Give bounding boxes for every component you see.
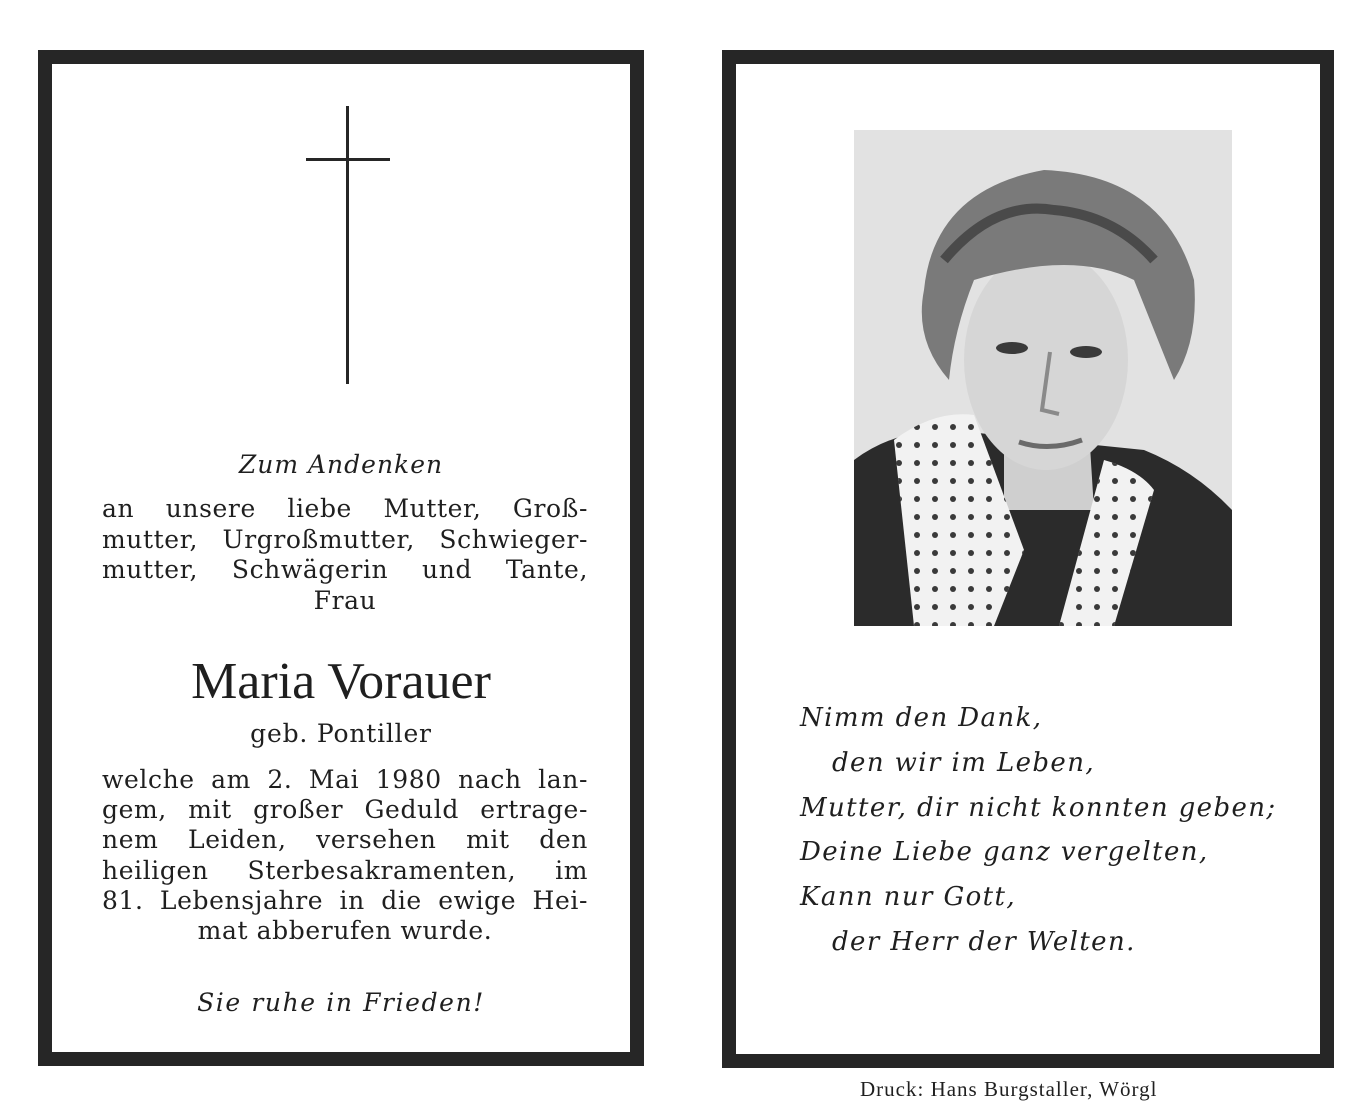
poem-line: den wir im Leben, <box>832 747 1096 778</box>
cross-icon <box>306 106 390 384</box>
intro-line: Frau <box>313 585 377 615</box>
memorial-card-left <box>38 50 644 1066</box>
heading-zum-andenken: Zum Andenken <box>238 450 444 479</box>
poem-line: Deine Liebe ganz vergelten, <box>800 837 1209 868</box>
memorial-card-right <box>722 50 1334 1068</box>
deceased-name: Maria Vorauer <box>191 653 491 710</box>
body-line: mat abberufen wurde. <box>197 916 493 946</box>
poem-line: Kann nur Gott, <box>800 882 1017 913</box>
intro-text <box>102 494 588 616</box>
body-line: heiligen Sterbesakramenten, im <box>102 855 588 885</box>
poem-line: Nimm den Dank, <box>800 703 1043 733</box>
poem <box>800 696 1330 965</box>
intro-line: an unsere liebe Mutter, Groß- <box>102 494 588 523</box>
portrait-photo <box>854 130 1232 626</box>
intro-line: mutter, Schwägerin und Tante, <box>102 555 588 584</box>
body-line: gem, mit großer Geduld ertrage- <box>102 795 588 825</box>
body-text <box>102 765 588 946</box>
body-line: 81. Lebensjahre in die ewige Hei- <box>102 885 588 915</box>
closing-line: Sie ruhe in Frieden! <box>197 988 485 1017</box>
poem-line: der Herr der Welten. <box>832 926 1136 957</box>
birth-name: geb. Pontiller <box>250 719 432 748</box>
intro-line: mutter, Urgroßmutter, Schwieger- <box>102 524 588 554</box>
body-line: welche am 2. Mai 1980 nach lan- <box>102 765 588 794</box>
body-line: nem Leiden, versehen mit den <box>102 825 588 855</box>
printer-credit: Druck: Hans Burgstaller, Wörgl <box>860 1077 1158 1101</box>
poem-line: Mutter, dir nicht konnten geben; <box>800 792 1277 823</box>
